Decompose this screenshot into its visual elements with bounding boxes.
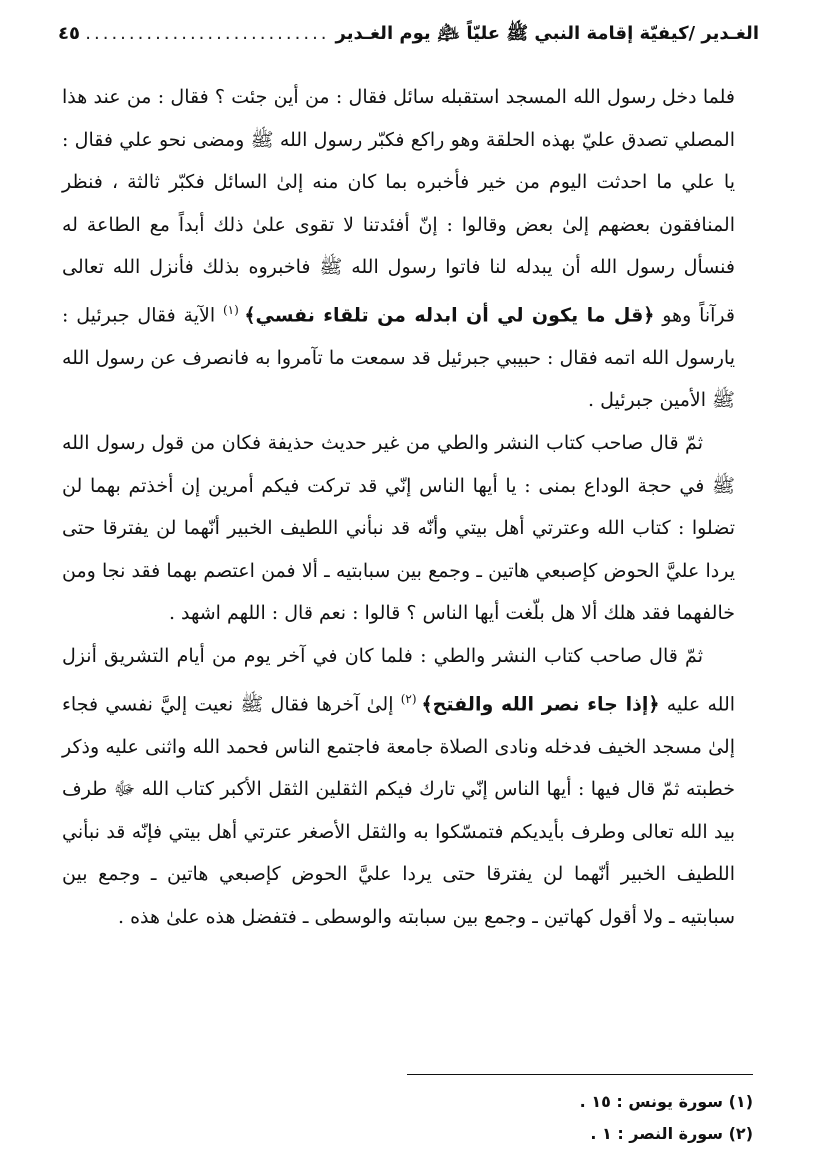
page-number: ٤٥ — [58, 23, 80, 44]
footnote-separator — [407, 1074, 753, 1075]
quran-verse: ﴿إذا جاء نصر الله والفتح﴾ — [421, 692, 660, 715]
paragraph-2: ثمّ قال صاحب كتاب النشر والطي من غير حديث حذيفة فكان من قول رسول الله ﷺ في حجة الوداع بمنى : يا أيها الناس إنّي قد تركت فيكم أمرين إن أخذتم بهما لن تضلوا : كتاب الله وعترتي أهل بيتي وأنّه قد نبأني اللطيف الخبير أنّهما لن يفترقا حتى يردا عليَّ الحوض كإصبعي هاتين ـ وجمع بين سبابتيه ـ ألا فمن اعتصم بهما فقد نجا ومن خالفهما فقد هلك ألا هل بلّغت أيها الناس ؟ قالوا : نعم قال : اللهم اشهد . — [62, 432, 735, 625]
paragraph-1: فلما دخل رسول الله المسجد استقبله سائل فقال : من أين جئت ؟ فقال : من عند هذا المصلي تصدق عليّ بهذه الحلقة وهو راكع فكبّر رسول الله ﷺ ومضى نحو علي فقال : يا علي ما احدثت اليوم من خير فأخبره بما كان منه إلىٰ السائل فكبّر ثالثة ، فنظر المنافقون بعضهم إلىٰ بعض وقالوا : إنّ أفئدتنا لا تقوى علىٰ ذلك أبداً مع الطاعة له فنسأل رسول الله أن يبدله لنا فاتوا رسول الله ﷺ فاخبروه بذلك فأنزل الله تعالى قرآناً وهو ﴿قل ما يكون لي أن ابدله من تلقاء نفسي﴾ $^{(١)}$ الآية فقال جبرئيل : يارسول الله اتمه فقال : حبيبي جبرئيل قد سمعت ما تآمروا به فانصرف عن رسول الله ﷺ الأمين جبرئيل . — [62, 86, 735, 412]
footnotes — [400, 1086, 753, 1150]
paragraph-3: ثمّ قال صاحب كتاب النشر والطي : فلما كان في آخر يوم من أيام التشريق أنزل الله عليه ﴿إذا جاء نصر الله والفتح﴾ $^{(٢)}$ إلىٰ آخرها فقال ﷺ نعيت إليَّ نفسي فجاء إلىٰ مسجد الخيف فدخله ونادى الصلاة جامعة فاجتمع الناس فحمد الله واثنى عليه وذكر خطبته ثمّ قال فيها : أيها الناس إنّي تارك فيكم الثقلين الثقل الأكبر كتاب الله ﷻ طرف بيد الله تعالى وطرف بأيديكم فتمسّكوا به والثقل الأصغر عترتي أهل بيتي فإنّه قد نبأني اللطيف الخبير أنّهما لن يفترقا حتى يردا عليَّ الحوض كإصبعي هاتين ـ وجمع بين سبابتيه ـ ولا أقول كهاتين ـ وجمع بين سبابته والوسطى ـ فتفضل هذه علىٰ هذه . — [62, 645, 736, 928]
body-text — [62, 76, 735, 939]
footnote-ref-1: (١) — [222, 302, 245, 317]
footnote-2: (٢) سورة النصر : ١ . — [590, 1124, 753, 1143]
footnote-1: (١) سورة يونس : ١٥ . — [579, 1092, 753, 1111]
header-leader-dots — [86, 23, 330, 44]
quran-verse: ﴿قل ما يكون لي أن ابدله من تلقاء نفسي﴾ — [244, 304, 655, 327]
footnote-ref-2: (٢) — [400, 691, 422, 706]
running-header — [58, 22, 759, 56]
header-title: الغـدير /كيفيّة إقامة النبي ﷺ عليّاً ﵇ يوم الغـدير — [335, 23, 759, 44]
